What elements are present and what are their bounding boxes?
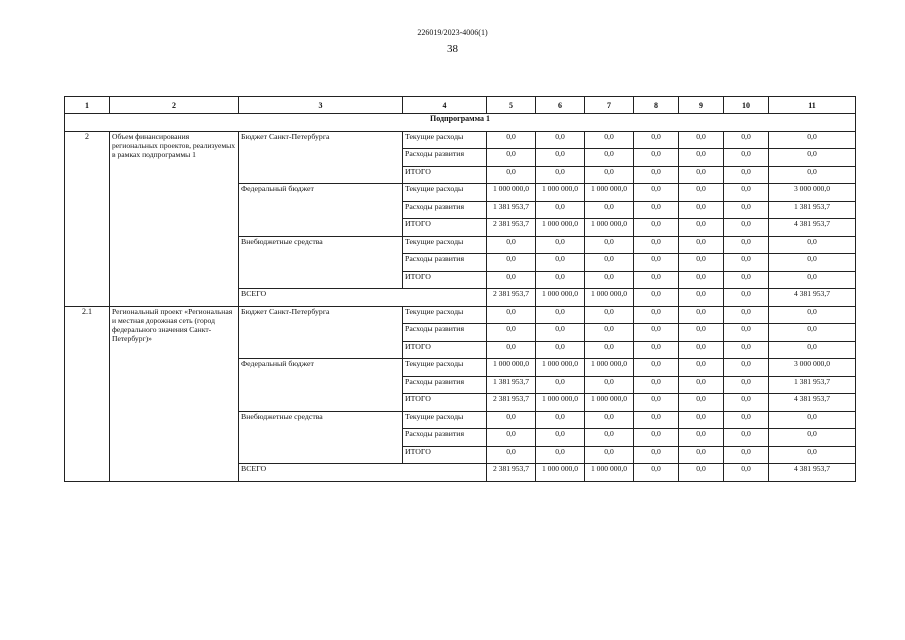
value-cell: 0,0 <box>634 184 679 202</box>
total-value-cell: 0,0 <box>679 289 724 307</box>
total-value-cell: 2 381 953,7 <box>487 289 536 307</box>
page-number: 38 <box>447 43 458 55</box>
row-name: Объем финансирования региональных проектов, реализуемых в рамках подпрограммы 1 <box>110 131 239 306</box>
value-cell: 0,0 <box>536 324 585 342</box>
expense-type: Расходы развития <box>403 376 487 394</box>
value-cell: 4 381 953,7 <box>769 219 856 237</box>
total-value-cell: 1 000 000,0 <box>585 464 634 482</box>
value-cell: 0,0 <box>634 341 679 359</box>
value-cell: 0,0 <box>585 411 634 429</box>
value-cell: 0,0 <box>634 219 679 237</box>
value-cell: 0,0 <box>634 201 679 219</box>
total-value-cell: 0,0 <box>634 464 679 482</box>
value-cell: 3 000 000,0 <box>769 184 856 202</box>
value-cell: 3 000 000,0 <box>769 359 856 377</box>
expense-type: ИТОГО <box>403 341 487 359</box>
total-value-cell: 2 381 953,7 <box>487 464 536 482</box>
expense-type: Расходы развития <box>403 254 487 272</box>
value-cell: 0,0 <box>769 271 856 289</box>
value-cell: 0,0 <box>487 271 536 289</box>
column-header: 5 <box>487 97 536 114</box>
expense-type: Текущие расходы <box>403 236 487 254</box>
value-cell: 0,0 <box>724 306 769 324</box>
subprogram-row <box>65 114 856 132</box>
value-cell: 0,0 <box>724 324 769 342</box>
value-cell: 0,0 <box>634 359 679 377</box>
expense-type: Расходы развития <box>403 201 487 219</box>
value-cell: 0,0 <box>724 149 769 167</box>
value-cell: 0,0 <box>487 341 536 359</box>
value-cell: 0,0 <box>487 149 536 167</box>
column-header: 4 <box>403 97 487 114</box>
value-cell: 0,0 <box>536 341 585 359</box>
value-cell: 0,0 <box>724 359 769 377</box>
value-cell: 0,0 <box>679 219 724 237</box>
value-cell: 0,0 <box>724 429 769 447</box>
column-header: 9 <box>679 97 724 114</box>
value-cell: 0,0 <box>585 236 634 254</box>
total-value-cell: 4 381 953,7 <box>769 464 856 482</box>
value-cell: 1 000 000,0 <box>536 219 585 237</box>
value-cell: 0,0 <box>487 236 536 254</box>
value-cell: 0,0 <box>769 324 856 342</box>
column-header: 7 <box>585 97 634 114</box>
value-cell: 0,0 <box>585 324 634 342</box>
value-cell: 0,0 <box>634 411 679 429</box>
table-row <box>65 131 856 149</box>
value-cell: 0,0 <box>679 149 724 167</box>
total-value-cell: 0,0 <box>724 289 769 307</box>
expense-type: Текущие расходы <box>403 306 487 324</box>
expense-type: ИТОГО <box>403 394 487 412</box>
value-cell: 0,0 <box>634 446 679 464</box>
value-cell: 0,0 <box>724 201 769 219</box>
value-cell: 1 000 000,0 <box>487 184 536 202</box>
value-cell: 0,0 <box>536 201 585 219</box>
value-cell: 0,0 <box>769 254 856 272</box>
value-cell: 0,0 <box>536 429 585 447</box>
total-value-cell: 1 000 000,0 <box>585 289 634 307</box>
value-cell: 0,0 <box>634 306 679 324</box>
value-cell: 0,0 <box>769 236 856 254</box>
value-cell: 0,0 <box>679 324 724 342</box>
total-value-cell: 1 000 000,0 <box>536 464 585 482</box>
value-cell: 0,0 <box>585 131 634 149</box>
value-cell: 0,0 <box>536 411 585 429</box>
value-cell: 0,0 <box>679 271 724 289</box>
expense-type: Расходы развития <box>403 149 487 167</box>
value-cell: 0,0 <box>585 341 634 359</box>
value-cell: 0,0 <box>634 271 679 289</box>
value-cell: 0,0 <box>585 166 634 184</box>
total-value-cell: 0,0 <box>679 464 724 482</box>
value-cell: 0,0 <box>487 166 536 184</box>
value-cell: 0,0 <box>634 394 679 412</box>
value-cell: 1 381 953,7 <box>487 201 536 219</box>
value-cell: 0,0 <box>769 306 856 324</box>
value-cell: 1 000 000,0 <box>585 359 634 377</box>
value-cell: 0,0 <box>769 429 856 447</box>
value-cell: 0,0 <box>724 131 769 149</box>
value-cell: 0,0 <box>585 254 634 272</box>
value-cell: 0,0 <box>585 149 634 167</box>
value-cell: 0,0 <box>585 446 634 464</box>
document-number: 226019/2023-4006(1) <box>417 28 488 37</box>
table-row <box>65 306 856 324</box>
column-header: 11 <box>769 97 856 114</box>
value-cell: 1 381 953,7 <box>769 376 856 394</box>
expense-type: Текущие расходы <box>403 359 487 377</box>
expense-type: ИТОГО <box>403 271 487 289</box>
value-cell: 0,0 <box>634 149 679 167</box>
value-cell: 4 381 953,7 <box>769 394 856 412</box>
total-value-cell: 0,0 <box>634 289 679 307</box>
value-cell: 0,0 <box>679 254 724 272</box>
total-value-cell: 1 000 000,0 <box>536 289 585 307</box>
value-cell: 0,0 <box>536 271 585 289</box>
column-header: 3 <box>239 97 403 114</box>
value-cell: 0,0 <box>769 131 856 149</box>
value-cell: 2 381 953,7 <box>487 219 536 237</box>
value-cell: 0,0 <box>585 376 634 394</box>
expense-type: Расходы развития <box>403 324 487 342</box>
value-cell: 0,0 <box>769 446 856 464</box>
expense-type: ИТОГО <box>403 446 487 464</box>
expense-type: ИТОГО <box>403 219 487 237</box>
value-cell: 0,0 <box>724 219 769 237</box>
expense-type: Текущие расходы <box>403 411 487 429</box>
value-cell: 0,0 <box>679 166 724 184</box>
value-cell: 0,0 <box>634 236 679 254</box>
value-cell: 0,0 <box>769 341 856 359</box>
total-label: ВСЕГО <box>239 464 487 482</box>
value-cell: 0,0 <box>536 149 585 167</box>
value-cell: 0,0 <box>769 166 856 184</box>
value-cell: 0,0 <box>724 166 769 184</box>
value-cell: 0,0 <box>487 306 536 324</box>
value-cell: 0,0 <box>487 131 536 149</box>
column-header: 10 <box>724 97 769 114</box>
value-cell: 1 000 000,0 <box>536 394 585 412</box>
expense-type: Текущие расходы <box>403 131 487 149</box>
value-cell: 0,0 <box>679 184 724 202</box>
value-cell: 1 000 000,0 <box>536 359 585 377</box>
value-cell: 0,0 <box>679 131 724 149</box>
expense-type: Текущие расходы <box>403 184 487 202</box>
value-cell: 0,0 <box>679 376 724 394</box>
value-cell: 0,0 <box>585 306 634 324</box>
value-cell: 0,0 <box>769 149 856 167</box>
value-cell: 0,0 <box>724 411 769 429</box>
subprogram-title: Подпрограмма 1 <box>65 114 856 132</box>
value-cell: 0,0 <box>724 236 769 254</box>
value-cell: 0,0 <box>585 429 634 447</box>
expense-type: ИТОГО <box>403 166 487 184</box>
row-code: 2 <box>65 131 110 306</box>
value-cell: 0,0 <box>487 254 536 272</box>
funding-source: Внебюджетные средства <box>239 236 403 289</box>
total-label: ВСЕГО <box>239 289 487 307</box>
value-cell: 1 000 000,0 <box>536 184 585 202</box>
value-cell: 0,0 <box>585 271 634 289</box>
value-cell: 0,0 <box>536 376 585 394</box>
funding-source: Федеральный бюджет <box>239 359 403 412</box>
value-cell: 0,0 <box>724 271 769 289</box>
value-cell: 2 381 953,7 <box>487 394 536 412</box>
total-value-cell: 4 381 953,7 <box>769 289 856 307</box>
value-cell: 0,0 <box>536 236 585 254</box>
value-cell: 0,0 <box>724 184 769 202</box>
expense-type: Расходы развития <box>403 429 487 447</box>
value-cell: 0,0 <box>634 324 679 342</box>
value-cell: 0,0 <box>536 306 585 324</box>
value-cell: 0,0 <box>679 359 724 377</box>
value-cell: 0,0 <box>679 201 724 219</box>
funding-source: Бюджет Санкт-Петербурга <box>239 306 403 359</box>
value-cell: 0,0 <box>585 201 634 219</box>
value-cell: 0,0 <box>724 254 769 272</box>
value-cell: 0,0 <box>679 446 724 464</box>
value-cell: 0,0 <box>536 131 585 149</box>
column-number-row <box>65 97 856 114</box>
value-cell: 0,0 <box>487 429 536 447</box>
value-cell: 0,0 <box>536 446 585 464</box>
value-cell: 0,0 <box>769 411 856 429</box>
funding-source: Бюджет Санкт-Петербурга <box>239 131 403 184</box>
column-header: 2 <box>110 97 239 114</box>
value-cell: 0,0 <box>724 446 769 464</box>
funding-source: Федеральный бюджет <box>239 184 403 237</box>
value-cell: 0,0 <box>724 376 769 394</box>
value-cell: 0,0 <box>679 411 724 429</box>
budget-table <box>64 96 856 482</box>
value-cell: 1 381 953,7 <box>487 376 536 394</box>
value-cell: 0,0 <box>536 166 585 184</box>
value-cell: 1 000 000,0 <box>585 394 634 412</box>
value-cell: 0,0 <box>487 411 536 429</box>
value-cell: 1 381 953,7 <box>769 201 856 219</box>
value-cell: 0,0 <box>724 341 769 359</box>
value-cell: 0,0 <box>679 394 724 412</box>
value-cell: 0,0 <box>679 306 724 324</box>
value-cell: 0,0 <box>634 166 679 184</box>
value-cell: 0,0 <box>679 341 724 359</box>
column-header: 6 <box>536 97 585 114</box>
value-cell: 0,0 <box>634 429 679 447</box>
value-cell: 0,0 <box>487 324 536 342</box>
value-cell: 0,0 <box>487 446 536 464</box>
total-value-cell: 0,0 <box>724 464 769 482</box>
column-header: 1 <box>65 97 110 114</box>
value-cell: 0,0 <box>679 429 724 447</box>
value-cell: 1 000 000,0 <box>585 184 634 202</box>
value-cell: 1 000 000,0 <box>487 359 536 377</box>
row-code: 2.1 <box>65 306 110 481</box>
value-cell: 1 000 000,0 <box>585 219 634 237</box>
value-cell: 0,0 <box>536 254 585 272</box>
value-cell: 0,0 <box>724 394 769 412</box>
value-cell: 0,0 <box>634 254 679 272</box>
column-header: 8 <box>634 97 679 114</box>
value-cell: 0,0 <box>634 376 679 394</box>
value-cell: 0,0 <box>634 131 679 149</box>
value-cell: 0,0 <box>679 236 724 254</box>
row-name: Региональный проект «Региональная и местная дорожная сеть (город федерального значения Санкт-Петербург)» <box>110 306 239 481</box>
funding-source: Внебюджетные средства <box>239 411 403 464</box>
